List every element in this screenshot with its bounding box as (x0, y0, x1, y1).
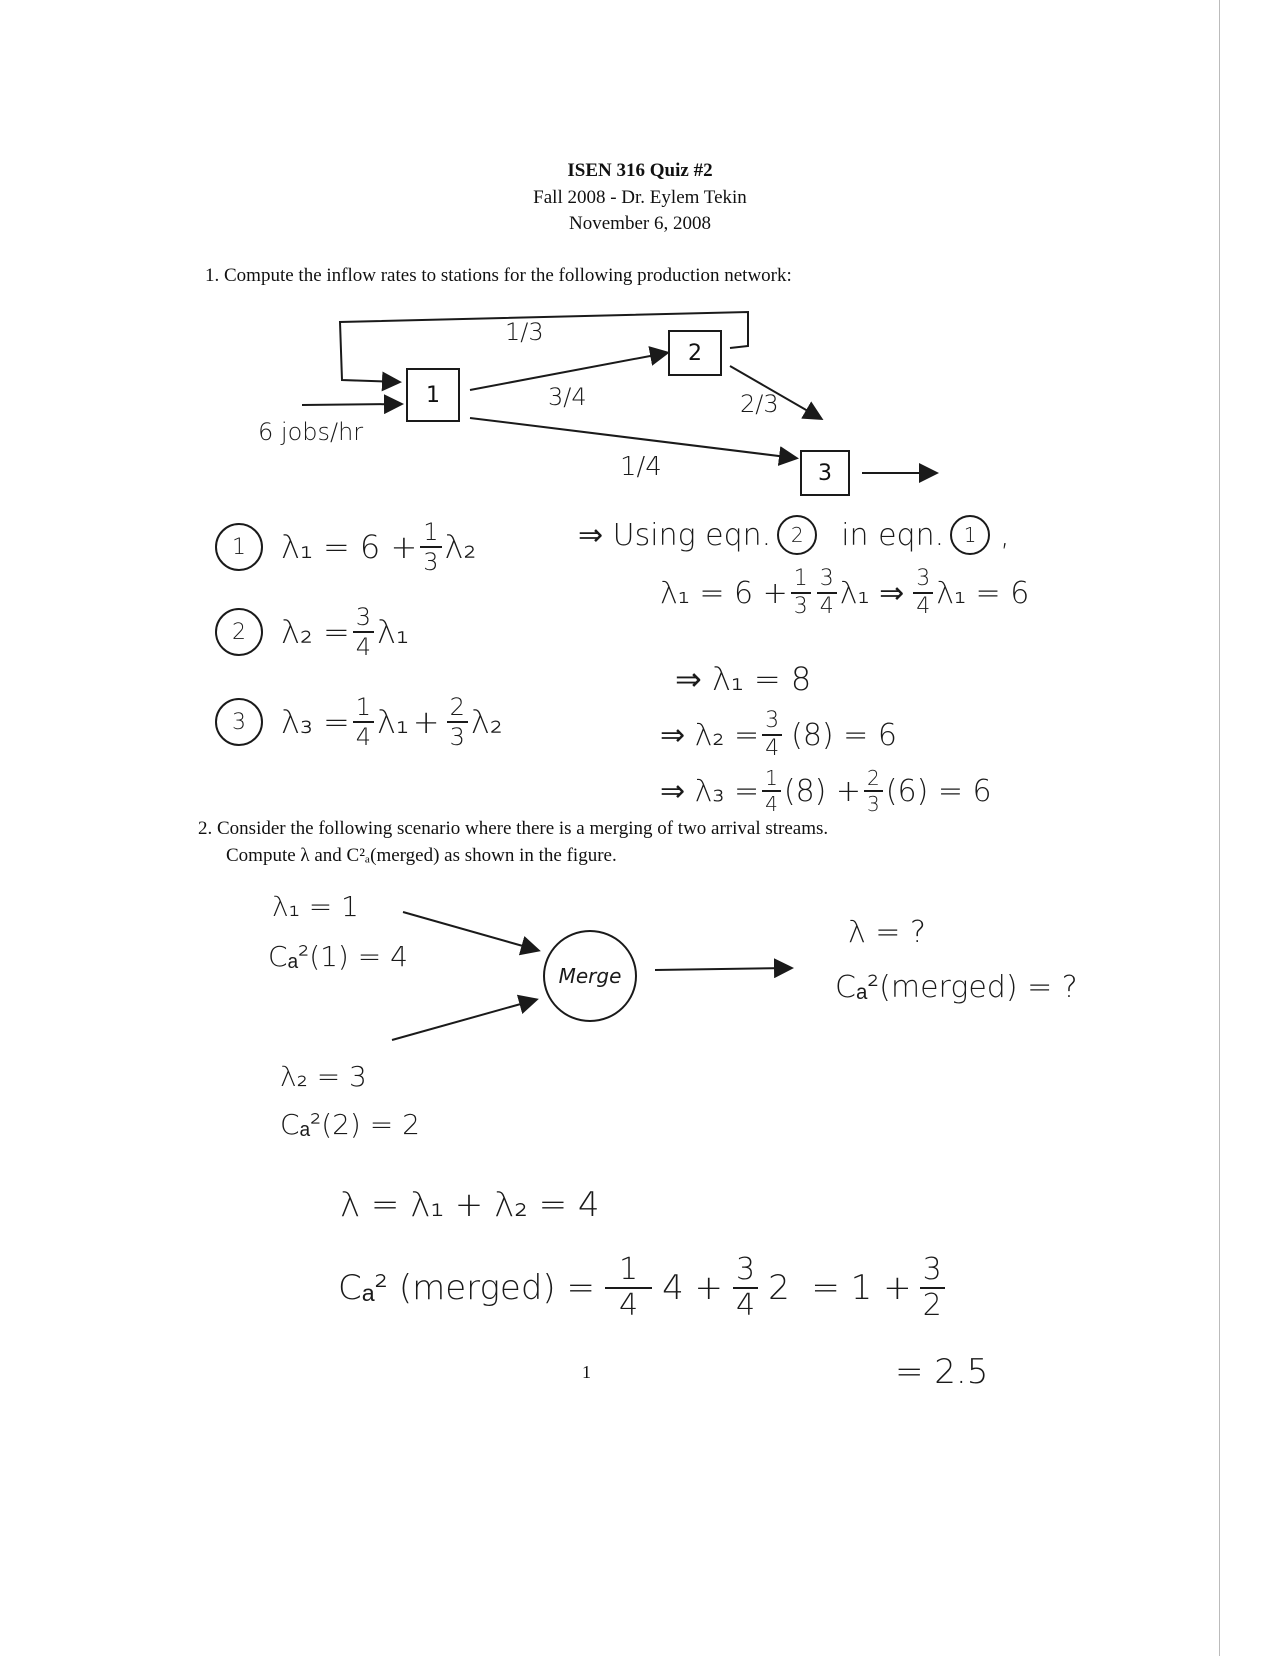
merge-input-1-arrow (403, 912, 537, 950)
answer-scv-final: = 2.5 (895, 1352, 989, 1392)
solution-lambda3: ⇒ λ₃ = $\frac{1}{4}$ (8) + $\frac{2}{3}$ (6) = 6 (660, 766, 992, 816)
question-2-prompt-line2: Compute λ and C²ₐ(merged) as shown in the figure. (226, 845, 617, 866)
solution-substitution: λ₁ = 6 + $\frac{1}{3}$ $\frac{3}{4}$ λ₁ ⇒ $\frac{3}{4}$ λ₁ = 6 (660, 566, 1030, 619)
input-rate-label: 6 jobs/hr (258, 418, 364, 446)
input-arrow (302, 404, 400, 405)
eq-1-circle: 1 (215, 523, 263, 571)
equation-3: 3 λ₃ = $\frac{1}{4}$ λ₁ + $\frac{2}{3}$ λ₂ (215, 695, 503, 749)
merged-scv-unknown: Cₐ²(merged) = ? (835, 970, 1078, 1005)
edge-label-1-to-3: 1/4 (620, 452, 662, 482)
eq-3-circle: 3 (215, 698, 263, 746)
merged-rate-unknown: λ = ? (848, 915, 926, 950)
solution-using-line: ⇒ Using eqn. 2 in eqn. 1 , (578, 515, 1010, 555)
quiz-title: ISEN 316 Quiz #2 (567, 160, 713, 181)
question-2-prompt-line1: 2. Consider the following scenario where there is a merging of two arrival streams. (198, 818, 829, 839)
equation-1: 1 λ₁ = 6 + $\frac{1}{3}$ λ₂ (215, 520, 476, 574)
answer-lambda: λ = λ₁ + λ₂ = 4 (340, 1185, 600, 1225)
quiz-date: November 6, 2008 (569, 213, 711, 234)
edge-label-2-to-3: 2/3 (740, 390, 779, 418)
edge-label-feedback: 1/3 (505, 318, 544, 346)
merge-node: Merge (543, 930, 637, 1022)
stream-2-rate: λ₂ = 3 (280, 1060, 367, 1093)
stream-1-scv: Cₐ²(1) = 4 (268, 940, 408, 973)
eq-2-circle: 2 (215, 608, 263, 656)
page-number: 1 (582, 1362, 591, 1382)
stream-2-scv: Cₐ²(2) = 2 (280, 1108, 420, 1141)
equation-2: 2 λ₂ = $\frac{3}{4}$ λ₁ (215, 605, 409, 659)
quiz-subtitle: Fall 2008 - Dr. Eylem Tekin (533, 187, 747, 208)
solution-lambda2: ⇒ λ₂ = $\frac{3}{4}$ (8) = 6 (660, 708, 897, 761)
solution-lambda1: ⇒ λ₁ = 8 (675, 660, 812, 698)
stream-1-rate: λ₁ = 1 (272, 890, 359, 923)
answer-scv: Cₐ² (merged) = $\frac{1}{4}$ 4 + $\frac{3}{4}$ 2 = 1 + $\frac{3}{2}$ (338, 1255, 948, 1321)
question-1-prompt: 1. Compute the inflow rates to stations for the following production network: (205, 265, 792, 286)
station-3-node: 3 (800, 450, 850, 496)
merge-input-2-arrow (392, 1000, 535, 1040)
merge-output-arrow (655, 968, 790, 970)
station-1-node: 1 (406, 368, 460, 422)
station-2-node: 2 (668, 330, 722, 376)
edge-label-1-to-2: 3/4 (548, 383, 587, 411)
